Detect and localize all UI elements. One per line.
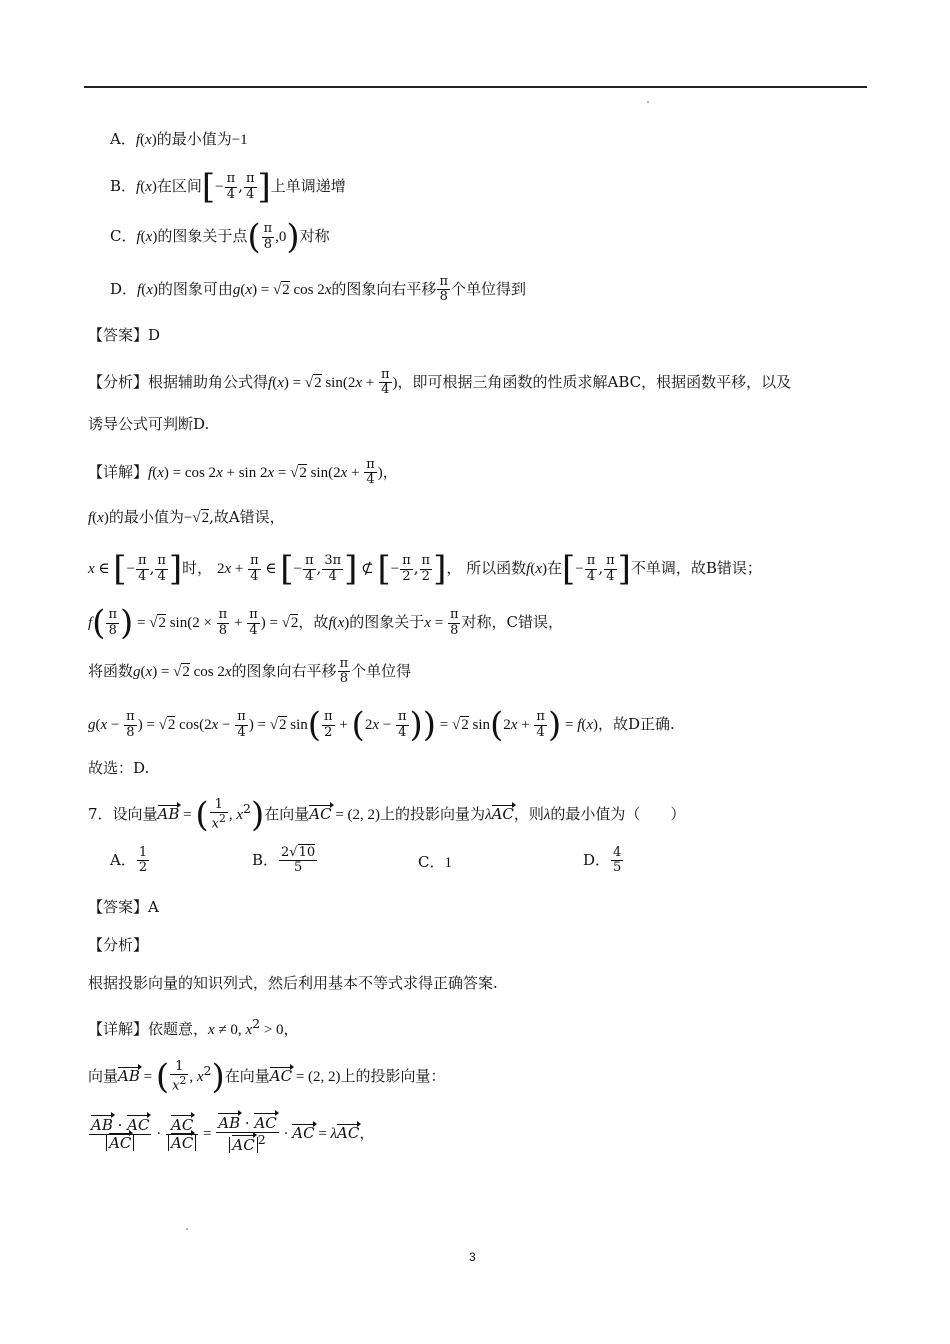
conclusion-q6: 故选：D. (88, 759, 150, 777)
question-7-stem: 7．设向量AB = ( $\frac{1}{x^2}$ , $x^2$)在向量AC = (2, 2)上的投影向量为λAC，则λ的最小值为（ ） (88, 795, 686, 835)
detail-q6-line1: 【详解】f(x) = cos 2x + sin 2x = √2 sin(2x + $\frac{\pi}{4}$ )， (88, 457, 398, 488)
answer-q7: 【答案】A (88, 898, 159, 916)
header-rule (84, 86, 867, 88)
option-a: A．f(x)的最小值为−1 (110, 130, 248, 148)
analysis-q6-line1: 【分析】根据辅助角公式得f(x) = √2 sin(2x + $\frac{\pi}{4}$ )，即可根据三角函数的性质求解ABC，根据函数平移，以及 (88, 367, 792, 398)
analysis-q7-label: 【分析】 (88, 936, 149, 954)
detail-q6-line2: f(x)的最小值为−√2,故A错误， (88, 508, 285, 526)
q7-option-c: C．1 (418, 853, 452, 871)
option-c: C．f(x)的图象关于点( $\frac{\pi}{8}$ ,0)对称 (110, 217, 330, 257)
detail-q6-line5: 将函数g(x) = √2 cos 2x的图象向右平移 $\frac{\pi}{8}$ 个单位得 (88, 656, 412, 687)
detail-q6-line4: f( $\frac{\pi}{8}$ ) = √2 sin(2 × $\frac{\pi}{8}$ + $\frac{\pi}{4}$ ) = √2，故f(x)的图象关于x = $\frac{\pi}{8}$ 对称，C错误， (88, 603, 563, 643)
analysis-q7-text: 根据投影向量的知识列式，然后利用基本不等式求得正确答案. (88, 974, 498, 992)
answer-q6: 【答案】D (88, 326, 161, 344)
analysis-q6-line2: 诱导公式可判断D. (88, 415, 210, 433)
option-b: B．f(x)在区间[− $\frac{\pi}{4}$ , $\frac{\pi}{4}$ ]上单调递增 (110, 167, 346, 207)
detail-q6-line6: g(x − $\frac{\pi}{8}$ ) = √2 cos(2x − $\frac{\pi}{4}$ ) = √2 sin( $\frac{\pi}{2}$ + (2x − $\frac{\pi}{4}$ )) = √2 sin(2x + $\frac{\pi}{4}$ ) = f(x)，故D正确. (88, 705, 675, 745)
page-number: 3 (469, 1250, 476, 1264)
detail-q7-line1: 【详解】依题意，x ≠ 0, $x^2 > 0$， (88, 1016, 299, 1038)
q7-option-d: D． $\frac{4}{5}$ (583, 845, 622, 876)
q7-option-b: B． $\frac{2√10}{5}$ (252, 845, 316, 876)
detail-q7-line3: $\frac{AB \cdot AC}{AC}$ · $\frac{AC}{AC}$ = $\frac{AB \cdot AC}{AC ^2}$ · AC = λAC， (91, 1114, 375, 1154)
option-d: D．f(x)的图象可由g(x) = √2 cos 2x的图象向右平移 $\frac{\pi}{8}$ 个单位得到 (110, 274, 526, 305)
q7-option-a: A． $\frac{1}{2}$ (110, 845, 148, 876)
speck (186, 1228, 188, 1230)
detail-q7-line2: 向量AB = ( $\frac{1}{x^2}$ , $x^2$)在向量AC = (2, 2)上的投影向量： (88, 1057, 446, 1097)
speck (647, 101, 649, 103)
detail-q6-line3: x ∈ [− $\frac{\pi}{4}$ , $\frac{\pi}{4}$ ]时， 2x + $\frac{\pi}{4}$ ∈ [− $\frac{\pi}{4}$ , $\frac{3\pi}{4}$ ] ⊄ [− $\frac{\pi}{2}$ , $\frac{\pi}{2}$ ]， 所以函数f(x)在[− $\frac{\pi}{4}$ , $\frac{\pi}{4}$ ]不单调，故B错误； (88, 549, 762, 589)
